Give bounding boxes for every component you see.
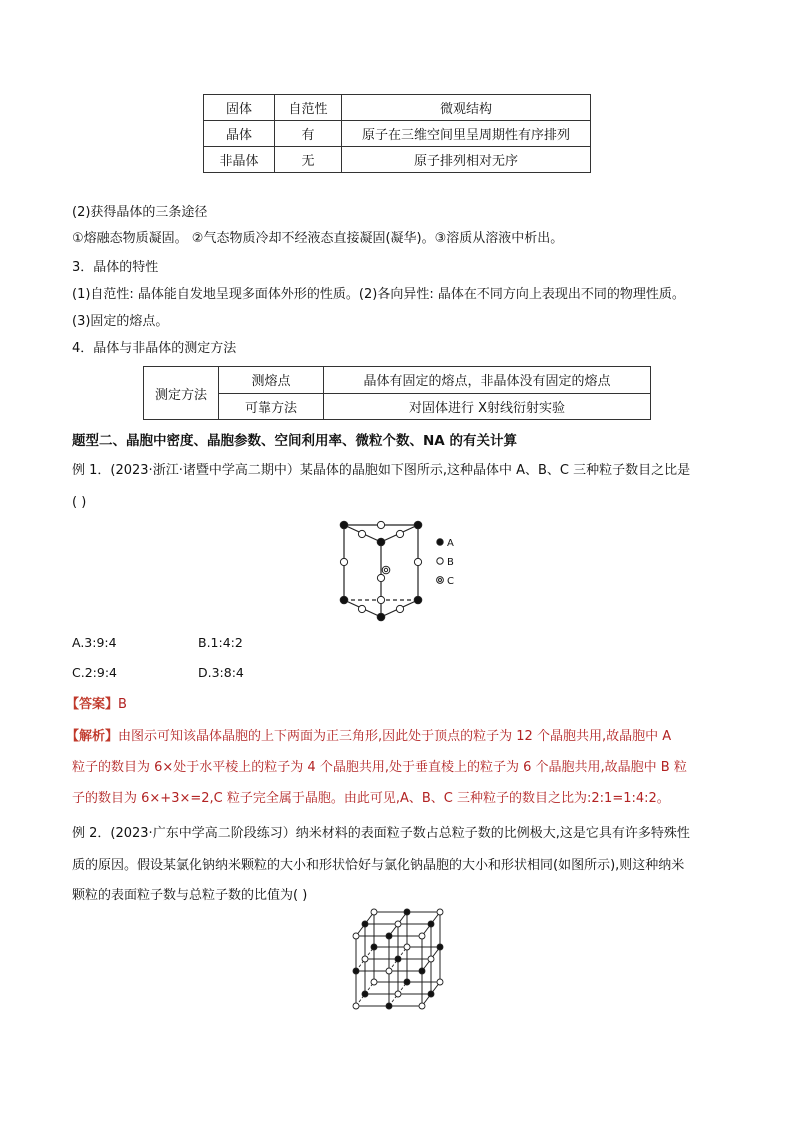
table-row [144, 367, 651, 394]
table-row [204, 121, 591, 147]
table-cell: 原子在三维空间里呈周期性有序排列 [342, 121, 591, 147]
table-header-cell: 固体 [204, 95, 275, 121]
table-row [204, 95, 591, 121]
legend-label-c: C [447, 576, 454, 587]
option-d[interactable]: D.3:8:4 [198, 665, 244, 680]
measurement-method-table [143, 366, 651, 420]
example-2-line-3: 颗粒的表面粒子数与总粒子数的比值为( ) [72, 888, 308, 903]
table-cell: 测定方法 [144, 367, 219, 420]
analysis-line-3: 子的数目为 6×+3×=2,C 粒子完全属于晶胞。由此可见,A、B、C 三种粒子的数目之比为:2:1=1:4:2。 [72, 791, 670, 806]
example-1-bracket: ( ) [72, 495, 87, 510]
option-a[interactable]: A.3:9:4 [72, 635, 117, 650]
analysis-tag: 【解析】 [66, 729, 119, 744]
option-c[interactable]: C.2:9:4 [72, 665, 117, 680]
table-cell: 无 [275, 147, 342, 173]
table-cell: 原子排列相对无序 [342, 147, 591, 173]
option-b[interactable]: B.1:4:2 [198, 635, 243, 650]
table-row [144, 393, 651, 420]
table-header-cell: 自范性 [275, 95, 342, 121]
answer-value: B [118, 697, 127, 712]
table-header-cell: 微观结构 [342, 95, 591, 121]
section-3-content-1: (1)自范性: 晶体能自发地呈现多面体外形的性质。(2)各向异性: 晶体在不同方向上表现出不同的物理性质。 [72, 287, 685, 302]
question-type-heading: 题型二、晶胞中密度、晶胞参数、空间利用率、微粒个数、NA 的有关计算 [72, 433, 517, 449]
section-4-title: 4．晶体与非晶体的测定方法 [72, 341, 237, 356]
prism-unit-cell-figure [330, 514, 470, 626]
table-cell: 可靠方法 [219, 393, 324, 420]
example-1-stem: 例 1．(2023·浙江·诸暨中学高二期中）某晶体的晶胞如下图所示,这种晶体中 A、B、C 三种粒子数目之比是 [72, 463, 691, 478]
legend-label-b: B [447, 557, 454, 568]
table-cell: 晶体有固定的熔点，非晶体没有固定的熔点 [324, 367, 651, 394]
analysis-line-1: 【解析】由图示可知该晶体晶胞的上下两面为正三角形,因此处于顶点的粒子为 12 个晶胞共用,故晶胞中 A [66, 729, 672, 744]
nacl-unit-cell-figure [348, 906, 448, 1016]
example-2-line-2: 质的原因。假设某氯化钠纳米颗粒的大小和形状恰好与氯化钠晶胞的大小和形状相同(如图所示),则这种纳米 [72, 858, 685, 873]
section-2-content: ①熔融态物质凝固。 ②气态物质冷却不经液态直接凝固(凝华)。③溶质从溶液中析出。 [72, 231, 564, 246]
table-cell: 非晶体 [204, 147, 275, 173]
section-3-title: 3．晶体的特性 [72, 260, 159, 275]
crystal-comparison-table [203, 94, 591, 173]
table-row [204, 147, 591, 173]
table-cell: 晶体 [204, 121, 275, 147]
answer-line [66, 696, 127, 714]
example-2-line-1: 例 2．(2023·广东中学高二阶段练习）纳米材料的表面粒子数占总粒子数的比例极大,这是它具有许多特殊性 [72, 826, 690, 841]
legend-label-a: A [447, 538, 454, 549]
answer-tag: 【答案】 [66, 697, 119, 712]
analysis-line-2: 粒子的数目为 6×处于水平棱上的粒子为 4 个晶胞共用,处于垂直棱上的粒子为 6 个晶胞共用,故晶胞中 B 粒 [72, 760, 687, 775]
section-2-title: (2)获得晶体的三条途径 [72, 205, 208, 220]
table-cell: 对固体进行 X射线衍射实验 [324, 393, 651, 420]
table-cell: 测熔点 [219, 367, 324, 394]
table-cell: 有 [275, 121, 342, 147]
section-3-content-2: (3)固定的熔点。 [72, 314, 169, 329]
